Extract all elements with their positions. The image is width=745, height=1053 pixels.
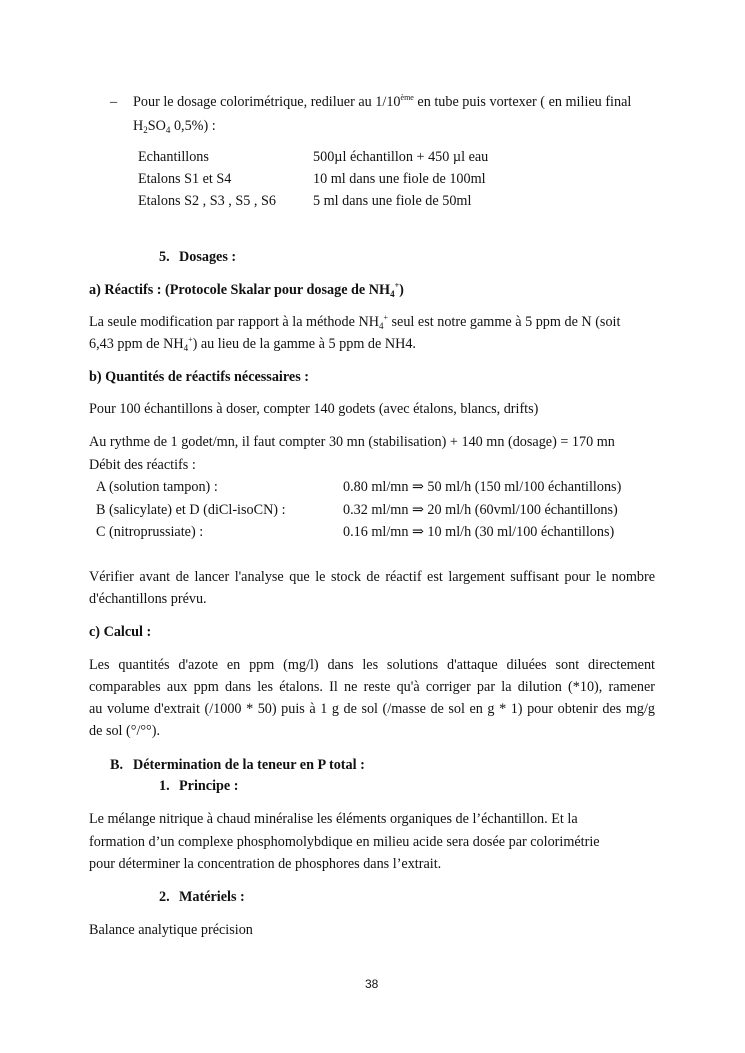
- dilution-label: Echantillons: [138, 149, 209, 165]
- principe-line-3: pour déterminer la concentration de phosphores dans l’extrait.: [89, 856, 442, 872]
- materiels-line-1: Balance analytique précision: [89, 922, 253, 938]
- section-5-number: 5.: [159, 249, 170, 265]
- principe-line-2: formation d’un complexe phosphomolybdique en milieu acide sera dosée par colorimétrie: [89, 834, 600, 850]
- materiels-title: Matériels :: [179, 889, 245, 905]
- section-b-title: Détermination de la teneur en P total :: [133, 757, 365, 773]
- principe-number: 1.: [159, 778, 170, 794]
- materiels-number: 2.: [159, 889, 170, 905]
- section-b-number: B.: [110, 757, 124, 773]
- principe-title: Principe :: [179, 778, 239, 794]
- dilution-label: Etalons S1 et S4: [138, 171, 232, 187]
- dilution-value: 5 ml dans une fiole de 50ml: [313, 193, 472, 209]
- calcul-line-1: Les quantités d'azote en ppm (mg/l) dans les solutions d'attaque diluées sont directement: [89, 657, 655, 673]
- dilution-value: 500µl échantillon + 450 µl eau: [313, 149, 489, 165]
- implies-arrow-icon: ⇒: [411, 502, 424, 518]
- reagent-label: C (nitroprussiate) :: [96, 524, 204, 540]
- reactifs-line-1: La seule modification par rapport à la méthode $NH_4^+$ seul est notre gamme à 5 ppm de N (soit: [89, 313, 621, 331]
- list-dash: –: [110, 94, 118, 110]
- verification-line-2: d'échantillons prévu.: [89, 591, 207, 607]
- quantites-paragraph-2: Au rythme de 1 godet/mn, il faut compter 30 mn (stabilisation) + 140 mn (dosage) = 170 mn: [89, 434, 615, 450]
- dilution-value: 10 ml dans une fiole de 100ml: [313, 171, 486, 187]
- principe-line-1: Le mélange nitrique à chaud minéralise les éléments organiques de l’échantillon. Et la: [89, 811, 578, 827]
- section-5-title: Dosages :: [179, 249, 237, 265]
- reactifs-heading: a) Réactifs : (Protocole Skalar pour dosage de $NH_4^+$): [89, 281, 404, 299]
- reagent-flow: 0.16 ml/mn ⇒ 10 ml/h (30 ml/100 échantillons): [343, 524, 615, 540]
- reagent-label: A (solution tampon) :: [96, 479, 218, 495]
- dilution-label: Etalons S2 , S3 , S5 , S6: [138, 193, 276, 209]
- calcul-line-2: comparables aux ppm dans les étalons. Il ne reste qu'à corriger par la dilution (*10), ramener: [89, 679, 655, 695]
- calcul-line-3: au volume d'extrait (/1000 * 50) puis à 1 g de sol (/masse de sol en g * 1) pour obtenir des mg/g: [89, 701, 655, 717]
- reagent-flow: 0.80 ml/mn ⇒ 50 ml/h (150 ml/100 échantillons): [343, 479, 622, 495]
- reagent-flow: 0.32 ml/mn ⇒ 20 ml/h (60vml/100 échantillons): [343, 502, 618, 518]
- debit-label: Débit des réactifs :: [89, 457, 196, 473]
- quantites-paragraph-1: Pour 100 échantillons à doser, compter 140 godets (avec étalons, blancs, drifts): [89, 401, 539, 417]
- implies-arrow-icon: ⇒: [411, 479, 424, 495]
- calcul-line-4: de sol (°/°°).: [89, 723, 160, 739]
- bullet-line-2: $H_2SO_4$ 0,5%) :: [133, 118, 216, 135]
- verification-line-1: Vérifier avant de lancer l'analyse que le stock de réactif est largement suffisant pour le nombre: [89, 569, 655, 585]
- page-number: 38: [365, 977, 379, 991]
- reagent-label: B (salicylate) et D (diCl-isoCN) :: [96, 502, 286, 518]
- bullet-line-1: Pour le dosage colorimétrique, rediluer au 1/10ème en tube puis vortexer ( en milieu final: [133, 93, 632, 110]
- quantites-heading: b) Quantités de réactifs nécessaires :: [89, 369, 309, 385]
- calcul-heading: c) Calcul :: [89, 624, 152, 640]
- reactifs-line-2: 6,43 ppm de $NH_4^+$) au lieu de la gamme à 5 ppm de NH4.: [89, 335, 416, 353]
- implies-arrow-icon: ⇒: [411, 524, 424, 540]
